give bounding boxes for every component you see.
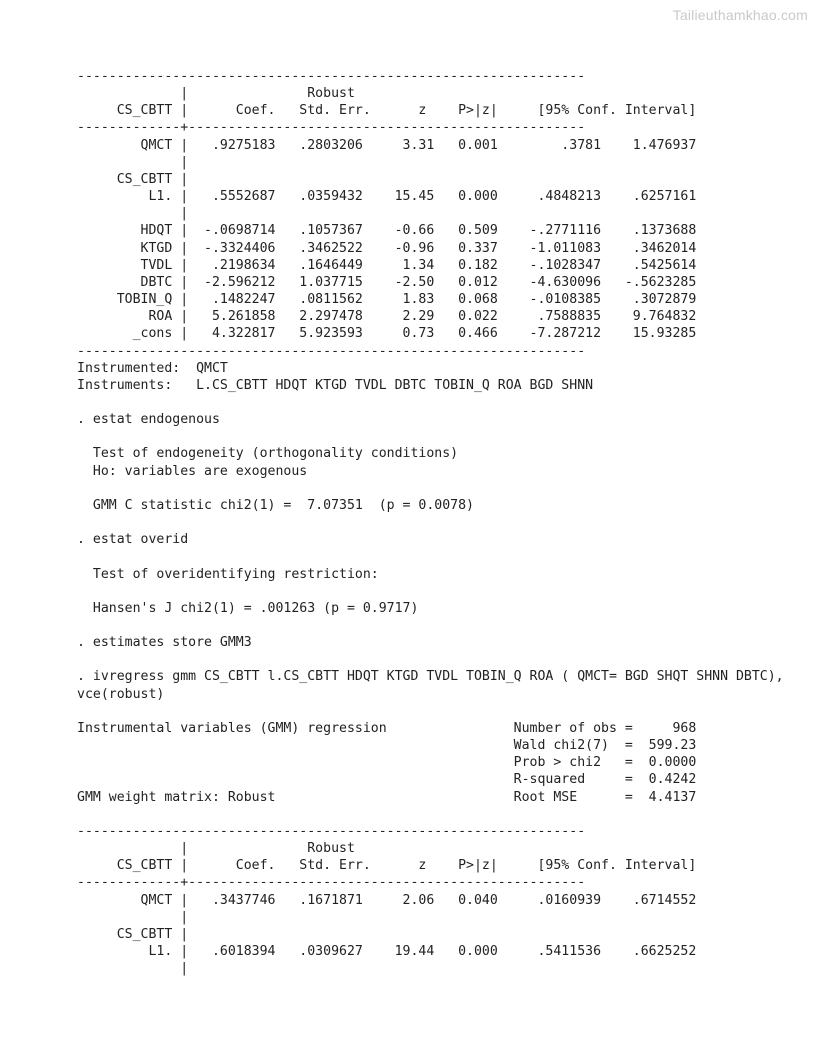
output-line: Test of endogeneity (orthogonality conditions) <box>77 446 459 462</box>
stata-output <box>77 68 784 977</box>
output-line: R-squared = 0.4242 <box>77 772 697 788</box>
output-line: ---------------------------------------------------------------- <box>77 823 586 839</box>
output-line: | Robust <box>77 841 355 857</box>
output-line: QMCT | .3437746 .1671871 2.06 0.040 .0160939 .6714552 <box>77 892 697 908</box>
output-line: _cons | 4.322817 5.923593 0.73 0.466 -7.287212 15.93285 <box>77 326 697 342</box>
output-line: -------------+-------------------------------------------------- <box>77 875 586 891</box>
output-line: CS_CBTT | <box>77 926 189 942</box>
output-line: CS_CBTT | Coef. Std. Err. z P>|z| [95% Conf. Interval] <box>77 858 697 874</box>
output-line: KTGD | -.3324406 .3462522 -0.96 0.337 -1.011083 .3462014 <box>77 240 697 256</box>
output-line: Wald chi2(7) = 599.23 <box>77 738 697 754</box>
output-line: Instruments: L.CS_CBTT HDQT KTGD TVDL DBTC TOBIN_Q ROA BGD SHNN <box>77 377 594 393</box>
output-line: L1. | .6018394 .0309627 19.44 0.000 .5411536 .6625252 <box>77 943 697 959</box>
output-line: | Robust <box>77 86 355 102</box>
output-line: ---------------------------------------------------------------- <box>77 69 586 84</box>
output-line: L1. | .5552687 .0359432 15.45 0.000 .4848213 .6257161 <box>77 189 697 205</box>
output-line: . ivregress gmm CS_CBTT l.CS_CBTT HDQT KTGD TVDL TOBIN_Q ROA ( QMCT= BGD SHQT SHNN DBTC), <box>77 669 784 685</box>
output-line: | <box>77 206 189 222</box>
output-line: GMM C statistic chi2(1) = 7.07351 (p = 0.0078) <box>77 497 474 513</box>
output-line: HDQT | -.0698714 .1057367 -0.66 0.509 -.2771116 .1373688 <box>77 223 697 239</box>
output-line: QMCT | .9275183 .2803206 3.31 0.001 .3781 1.476937 <box>77 137 697 153</box>
output-line: Ho: variables are exogenous <box>77 463 308 479</box>
output-line: -------------+-------------------------------------------------- <box>77 120 586 136</box>
output-line: vce(robust) <box>77 686 165 702</box>
output-line: TOBIN_Q | .1482247 .0811562 1.83 0.068 -.0108385 .3072879 <box>77 292 697 308</box>
output-line: Instrumental variables (GMM) regression Number of obs = 968 <box>77 720 697 736</box>
output-line: Instrumented: QMCT <box>77 360 228 376</box>
output-line: ROA | 5.261858 2.297478 2.29 0.022 .7588835 9.764832 <box>77 309 697 325</box>
output-line: . estat overid <box>77 532 189 548</box>
output-line: DBTC | -2.596212 1.037715 -2.50 0.012 -4.630096 -.5623285 <box>77 274 697 290</box>
output-line: | <box>77 154 189 170</box>
output-line: Test of overidentifying restriction: <box>77 566 379 582</box>
output-line: | <box>77 961 189 977</box>
output-line: . estimates store GMM3 <box>77 635 252 651</box>
output-line: CS_CBTT | Coef. Std. Err. z P>|z| [95% Conf. Interval] <box>77 103 697 119</box>
output-line: . estat endogenous <box>77 412 220 428</box>
output-line: Prob > chi2 = 0.0000 <box>77 755 697 771</box>
output-line: TVDL | .2198634 .1646449 1.34 0.182 -.1028347 .5425614 <box>77 257 697 273</box>
output-line: ---------------------------------------------------------------- <box>77 343 586 359</box>
output-line: CS_CBTT | <box>77 171 189 187</box>
output-line: Hansen's J chi2(1) = .001263 (p = 0.9717) <box>77 600 419 616</box>
watermark-text: Tailieuthamkhao.com <box>672 7 808 23</box>
output-line: GMM weight matrix: Robust Root MSE = 4.4137 <box>77 789 697 805</box>
output-line: | <box>77 909 189 925</box>
